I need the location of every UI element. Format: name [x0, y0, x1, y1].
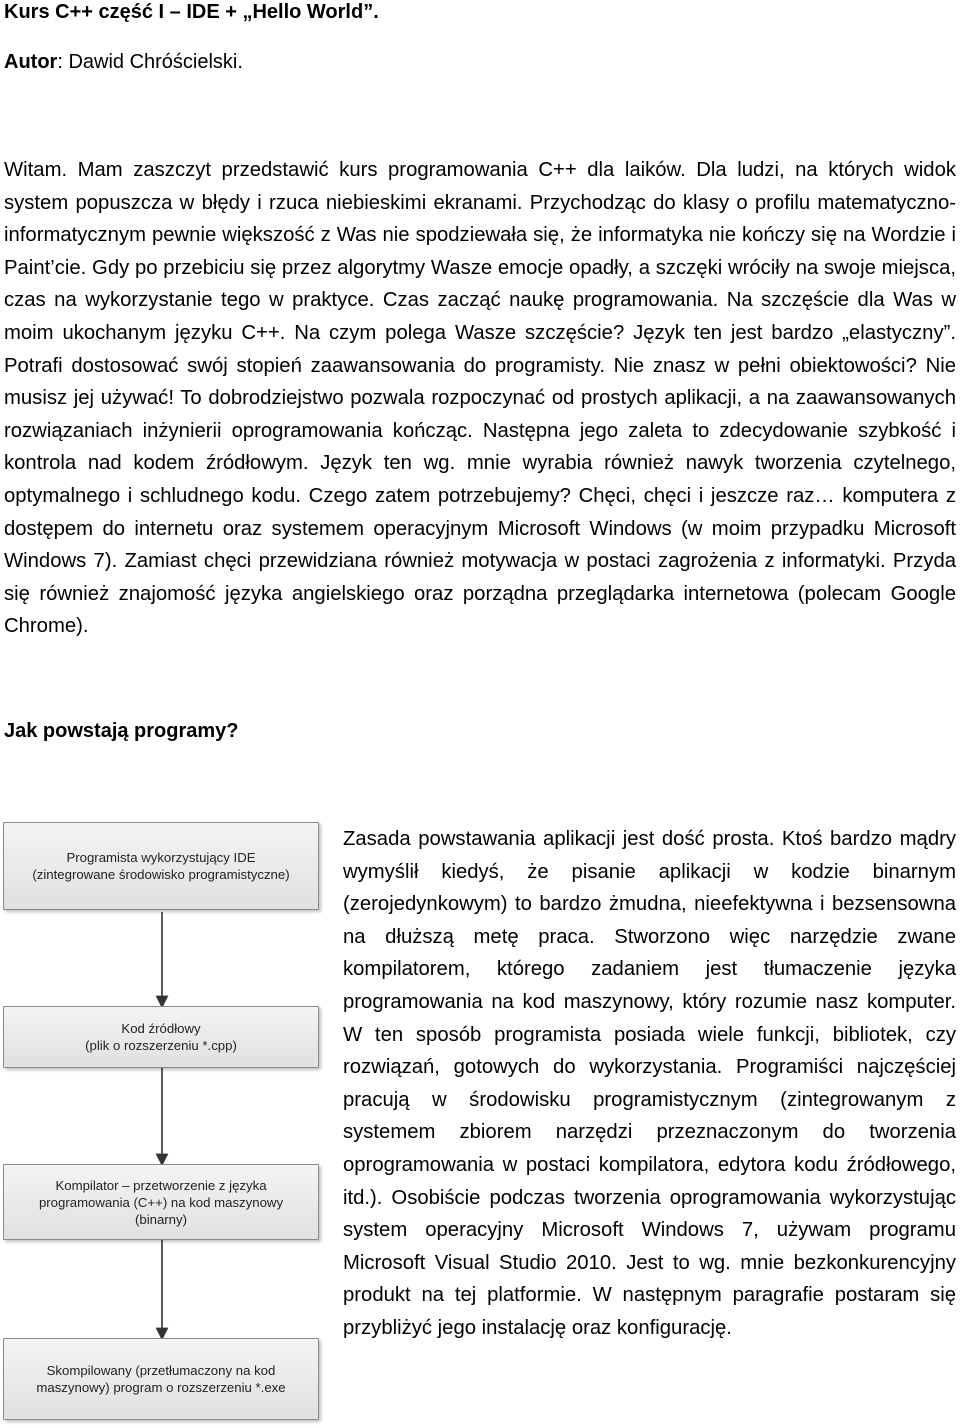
diagram-box-executable	[3, 1338, 319, 1420]
diagram-box-line: Programista wykorzystujący IDE	[66, 850, 256, 865]
diagram-box-ide	[3, 822, 319, 910]
section-paragraph: Zasada powstawania aplikacji jest dość prosta. Ktoś bardzo mądry wymyślił kiedyś, że pisanie aplikacji w kodzie binarnym (zerojedynkowym) to bardzo żmudna, nieefektywna i bezsensowna na dłuższą metę praca. Stworzono więc narzędzie zwane kompilatorem, którego zadaniem jest tłumaczenie języka programowania na kod maszynowy, który rozumie nasz komputer. W ten sposób programista posiada wiele funkcji, bibliotek, czy rozwiązań, gotowych do wykorzystania. Programiści najczęściej pracują w środowisku programistycznym (zintegrowanym z systemem zbiorem narzędzi przeznaczonym do tworzenia oprogramowania w postaci kompilatora, edytora kodu źródłowego, itd.). Osobiście podczas tworzenia oprogramowania wykorzystując system operacyjny Microsoft Windows 7, używam programu Microsoft Visual Studio 2010. Jest to wg. mnie bezkonkurencyjny produkt na tej platformie. W następnym paragrafie postaram się przybliżyć jego instalację oraz konfigurację.	[343, 828, 956, 1339]
diagram-box-line: (zintegrowane środowisko programistyczne)	[32, 867, 290, 882]
author-label: Autor	[4, 51, 58, 73]
intro-paragraph: Witam. Mam zaszczyt przedstawić kurs programowania C++ dla laików. Dla ludzi, na których widok system popuszcza w błędy i rzuca niebieskimi ekranami. Przychodząc do klasy o profilu matematyczno-informatycznym pewnie większość z Was nie spodziewała się, że informatyka nie kończy się na Wordzie i Paint’cie. Gdy po przebiciu się przez algorytmy Wasze emocje opadły, a szczęki wróciły na swoje miejsca, czas na wykorzystanie tego w praktyce. Czas zacząć naukę programowania. Na szczęście dla Was w moim ukochanym języku C++. Na czym polega Wasze szczęście? Język ten jest bardzo „elastyczny”. Potrafi dostosować swój stopień zaawansowania do programisty. Nie znasz w pełni obiektowości? Nie musisz jej używać! To dobrodziejstwo pozwala rozpoczynać od prostych aplikacji, a na zaawansowanych rozwiązaniach inżynierii oprogramowania kończąc. Następna jego zaleta to zdecydowanie szybkość i kontrola nad kodem źródłowym. Język ten wg. mnie wyrabia również nawyk tworzenia czytelnego, optymalnego i schludnego kodu. Czego zatem potrzebujemy? Chęci, chęci i jeszcze raz… komputera z dostępem do internetu oraz systemem operacyjnym Microsoft Windows (w moim przypadku Microsoft Windows 7). Zamiast chęci przewidziana również motywacja w postaci zagrożenia z informatyki. Przyda się również znajomość języka angielskiego oraz porządna przeglądarka internetowa (polecam Google Chrome).	[4, 159, 956, 638]
diagram-box-compiler	[3, 1164, 319, 1240]
document-title: Kurs C++ część I – IDE + „Hello World”.	[4, 1, 379, 23]
diagram-box-line: Kod źródłowy	[121, 1021, 201, 1036]
author-line	[4, 50, 243, 74]
diagram-box-line: maszynowy) program o rozszerzeniu *.exe	[36, 1380, 286, 1395]
diagram-box-line: programowania (C++) na kod maszynowy	[38, 1194, 284, 1210]
diagram-box-line: (plik o rozszerzeniu *.cpp)	[85, 1038, 237, 1053]
diagram-box-line: Skompilowany (przetłumaczony na kod	[46, 1363, 276, 1378]
section-title: Jak powstają programy?	[4, 720, 239, 742]
process-diagram	[3, 822, 321, 1428]
diagram-box-line: (binarny)	[134, 1211, 188, 1227]
diagram-box-line: Kompilator – przetworzenie z języka	[55, 1177, 267, 1193]
author-name: : Dawid Chróścielski.	[57, 51, 243, 73]
diagram-box-source-code	[3, 1006, 319, 1068]
